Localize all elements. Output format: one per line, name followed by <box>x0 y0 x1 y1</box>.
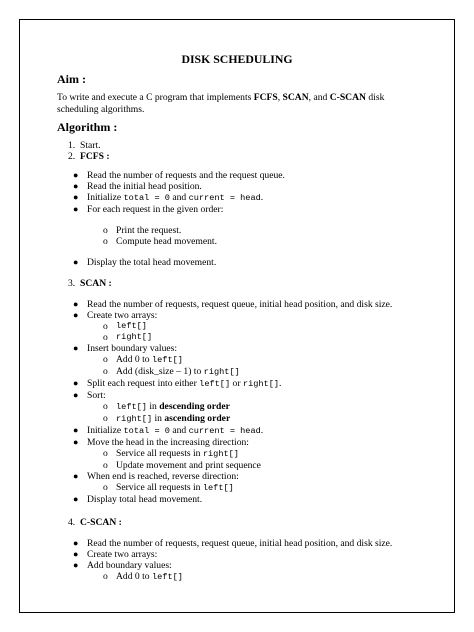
list-item: ● Initialize total = 0 and current = head. <box>73 425 264 436</box>
page-title: DISK SCHEDULING <box>181 52 293 66</box>
sub-list-item: o Service all requests in left[] <box>103 482 234 493</box>
list-item: ● For each request in the given order: <box>73 204 224 215</box>
sub-list-item: o Print the request. <box>103 225 182 236</box>
step-cscan: 4. C-SCAN : <box>68 517 122 528</box>
list-item: ● Add boundary values: <box>73 560 172 571</box>
list-item: ● Create two arrays: <box>73 549 158 560</box>
sub-list-item: o left[] <box>103 321 147 332</box>
list-item: ● Move the head in the increasing direction: <box>73 437 249 448</box>
sub-list-item: o Add 0 to left[] <box>103 571 183 582</box>
algorithm-heading: Algorithm : <box>57 120 118 134</box>
list-item: ● When end is reached, reverse direction: <box>73 471 239 482</box>
list-item: ● Insert boundary values: <box>73 343 178 354</box>
list-item: ● Split each request into either left[] or right[]. <box>73 378 282 389</box>
step-start: 1. Start. <box>68 140 101 151</box>
sub-list-item: o Add (disk_size – 1) to right[] <box>103 366 240 377</box>
sub-list-item: o left[] in descending order <box>103 401 230 412</box>
aim-text: To write and execute a C program that implements FCFS, SCAN, and C-SCAN disk scheduling algorithms. <box>57 92 385 115</box>
list-item: ● Read the number of requests, request queue, initial head position, and disk size. <box>73 538 393 549</box>
list-item: ● Create two arrays: <box>73 310 158 321</box>
sub-list-item: o Add 0 to left[] <box>103 354 183 365</box>
list-item: ● Display the total head movement. <box>73 257 217 268</box>
list-item: ● Initialize total = 0 and current = head. <box>73 192 264 203</box>
list-item: ● Read the number of requests and the request queue. <box>73 170 285 181</box>
step-scan: 3. SCAN : <box>68 278 112 289</box>
sub-list-item: o right[] in ascending order <box>103 413 231 424</box>
list-item: ● Sort: <box>73 390 106 401</box>
aim-heading: Aim : <box>57 72 86 86</box>
document-body <box>57 54 417 583</box>
sub-list-item: o right[] <box>103 332 153 343</box>
sub-list-item: o Update movement and print sequence <box>103 460 261 471</box>
list-item: ● Read the initial head position. <box>73 181 202 192</box>
sub-list-item: o Service all requests in right[] <box>103 448 239 459</box>
step-fcfs: 2. FCFS : <box>68 151 110 162</box>
list-item: ● Read the number of requests, request queue, initial head position, and disk size. <box>73 299 393 310</box>
list-item: ● Display total head movement. <box>73 494 203 505</box>
sub-list-item: o Compute head movement. <box>103 236 217 247</box>
